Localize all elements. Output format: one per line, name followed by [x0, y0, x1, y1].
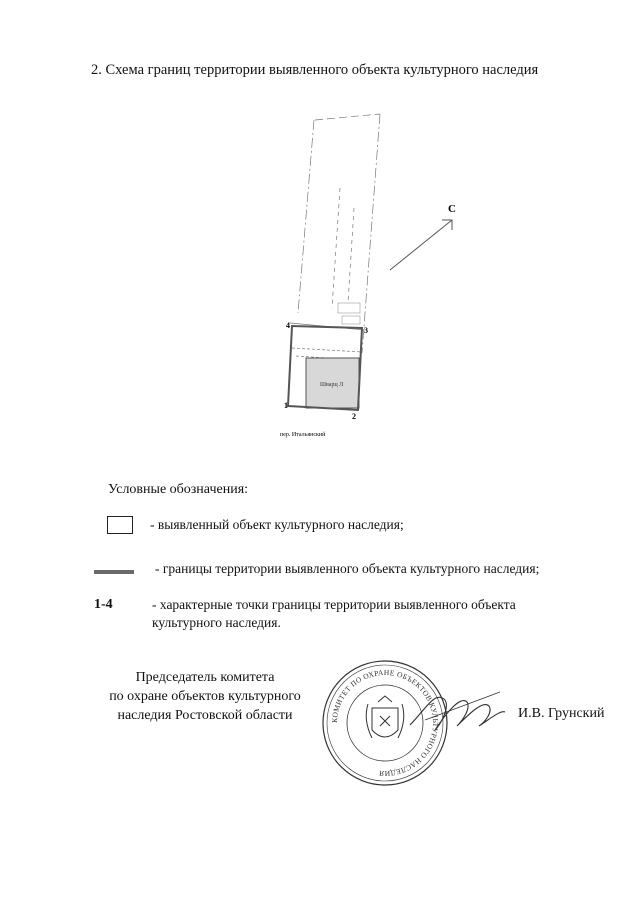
coat-of-arms-icon	[366, 696, 404, 738]
boundary-scheme-map	[270, 108, 500, 443]
signer-position-line: Председатель комитета	[135, 670, 275, 685]
points-symbol: 1-4	[94, 597, 113, 612]
point-label-1: 1	[284, 401, 288, 410]
legend-item-points: - характерные точки границы территории выявленного объекта культурного наследия.	[152, 597, 516, 630]
point-label-4: 4	[286, 321, 290, 330]
handwritten-signature	[405, 680, 510, 740]
point-label-3: 3	[364, 326, 368, 335]
street-label: пер. Итальянский	[280, 432, 326, 438]
legend-item-boundary: - границы территории выявленного объекта культурного наследия;	[155, 561, 540, 576]
boundary-line-symbol-icon	[94, 570, 134, 574]
object-label: Шварц Л	[320, 382, 344, 388]
page-heading: 2. Схема границ территории выявленного объекта культурного наследия	[91, 62, 539, 78]
north-arrow	[390, 220, 452, 270]
legend-title: Условные обозначения:	[108, 482, 249, 497]
signer-position-line: наследия Ростовской области	[117, 708, 293, 723]
point-label-2: 2	[352, 412, 356, 421]
signer-name: И.В. Грунский	[518, 706, 605, 721]
object-symbol-icon	[107, 516, 133, 534]
svg-text:КОМИТЕТ ПО ОХРАНЕ ОБЪЕКТОВ КУЛ: КОМИТЕТ ПО ОХРАНЕ ОБЪЕКТОВ КУЛЬТУРНОГО НАСЛЕДИЯ	[329, 667, 441, 779]
legend-item-object: - выявленный объект культурного наследия;	[150, 517, 404, 532]
north-label: С	[448, 203, 456, 215]
signer-position	[70, 668, 340, 725]
signer-position-line: по охране объектов культурного	[109, 689, 301, 704]
